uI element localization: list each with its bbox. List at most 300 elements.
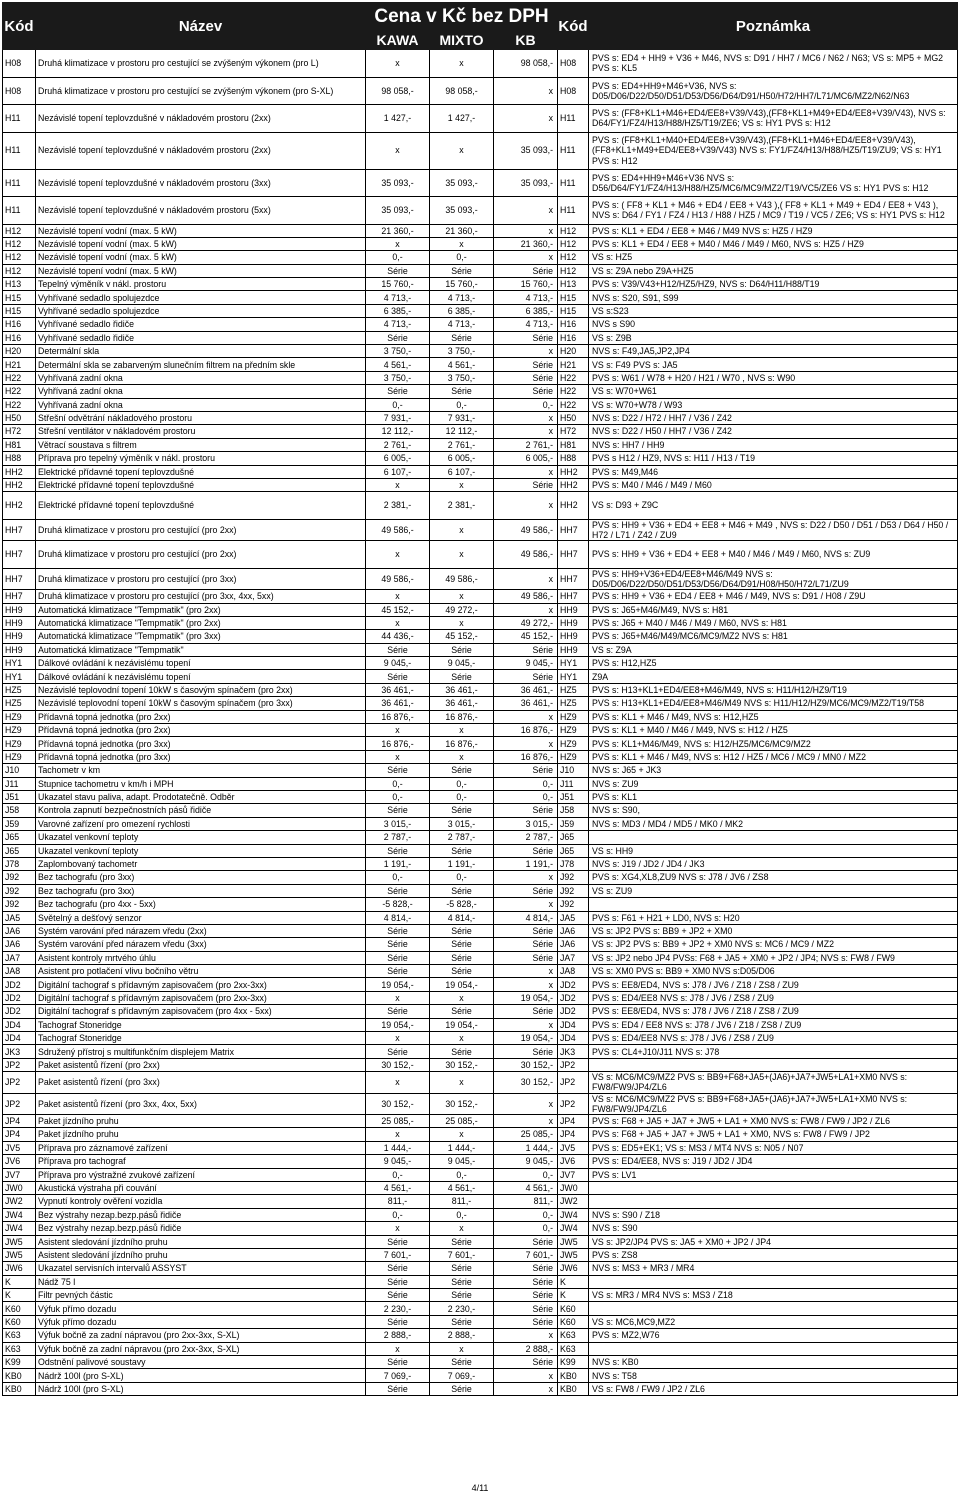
cell-kod: H21 xyxy=(3,358,36,371)
cell-kod-2: J65 xyxy=(558,844,589,857)
cell-nazev: Tachograf Stoneridge xyxy=(36,1032,366,1045)
cell-kawa: 3 750,- xyxy=(366,371,430,384)
cell-kod-2: J59 xyxy=(558,817,589,830)
cell-kod-2: JA7 xyxy=(558,951,589,964)
cell-kod: J10 xyxy=(3,764,36,777)
cell-poznamka: VS s: HH9 xyxy=(589,844,958,857)
page-number: 4/11 xyxy=(471,1483,489,1493)
cell-poznamka: PVS s: ED5+EK1; VS s: MS3 / MT4 NVS s: N05 / N07 xyxy=(589,1141,958,1154)
cell-nazev: Akustická výstraha při couvání xyxy=(36,1181,366,1194)
cell-kod: J92 xyxy=(3,898,36,911)
cell-poznamka: NVS s: D22 / H72 / HH7 / V36 / Z42 xyxy=(589,411,958,424)
cell-kod: H12 xyxy=(3,237,36,250)
cell-poznamka: VS s: JP2 PVS s: BB9 + JP2 + XM0 NVS s: MC6 / MC9 / MZ2 xyxy=(589,938,958,951)
cell-nazev: Střešní ventilátor v nákladovém prostoru xyxy=(36,425,366,438)
cell-poznamka: NVS s: J65 + JK3 xyxy=(589,764,958,777)
cell-poznamka: PVS s: KL1 + ED4 / EE8 + M40 / M46 / M49 / M60, NVS s: HZ5 / HZ9 xyxy=(589,237,958,250)
cell-kod: HH7 xyxy=(3,519,36,540)
cell-kb: Série xyxy=(494,951,558,964)
cell-mixto: -5 828,- xyxy=(430,898,494,911)
cell-kb: 25 085,- xyxy=(494,1128,558,1141)
cell-mixto: Série xyxy=(430,385,494,398)
cell-kb: 6 385,- xyxy=(494,304,558,317)
cell-kod-2: JW4 xyxy=(558,1222,589,1235)
cell-kod: H12 xyxy=(3,251,36,264)
cell-kawa: 0,- xyxy=(366,1208,430,1221)
table-row xyxy=(3,777,958,790)
cell-mixto: 4 713,- xyxy=(430,291,494,304)
cell-kod: JV6 xyxy=(3,1155,36,1168)
table-row xyxy=(3,737,958,750)
cell-kawa: Série xyxy=(366,951,430,964)
table-row xyxy=(3,50,958,78)
cell-kod: J78 xyxy=(3,857,36,870)
cell-kb: 19 054,- xyxy=(494,1032,558,1045)
table-row xyxy=(3,224,958,237)
cell-kod-2: H11 xyxy=(558,169,589,197)
cell-kod-2: H20 xyxy=(558,345,589,358)
cell-kod-2: H11 xyxy=(558,197,589,225)
cell-nazev: Přídavná topná jednotka (pro 3xx) xyxy=(36,737,366,750)
cell-kawa: 3 750,- xyxy=(366,345,430,358)
cell-kb: 9 045,- xyxy=(494,1155,558,1168)
cell-mixto: 1 444,- xyxy=(430,1141,494,1154)
cell-kb: x xyxy=(494,224,558,237)
cell-kod-2: HH2 xyxy=(558,478,589,491)
cell-poznamka: PVS s: HH9 + V36 + ED4 + EE8 + M46 + M49 , NVS s: D22 / D50 / D51 / D53 / D64 / H50 / H72 / L71 / Z42 / ZU9 xyxy=(589,519,958,540)
cell-mixto: 12 112,- xyxy=(430,425,494,438)
header-kb: KB xyxy=(494,31,558,50)
cell-kawa: 0,- xyxy=(366,1168,430,1181)
cell-kod-2: J51 xyxy=(558,790,589,803)
table-row xyxy=(3,237,958,250)
table-row xyxy=(3,804,958,817)
cell-kawa: 0,- xyxy=(366,871,430,884)
cell-poznamka: NVS s: ZU9 xyxy=(589,777,958,790)
cell-kawa: 811,- xyxy=(366,1195,430,1208)
cell-mixto: Série xyxy=(430,331,494,344)
cell-poznamka: PVS s: ED4+HH9+M46+V36 NVS s: D56/D64/FY1/FZ4/H13/H88/HZ5/MC6/MC9/MZ2/T19/VC5/ZE6 VS s: HY1 PVS s: H12 xyxy=(589,169,958,197)
cell-poznamka: PVS s: KL1 + M46 / M49, NVS s: H12 / HZ5 / MC6 / MC9 / MN0 / MZ2 xyxy=(589,750,958,763)
cell-nazev: Vyhřívaná zadní okna xyxy=(36,385,366,398)
table-row xyxy=(3,1045,958,1058)
cell-nazev: Nádrž 100l (pro S-XL) xyxy=(36,1369,366,1382)
cell-kod-2: JV7 xyxy=(558,1168,589,1181)
cell-kod-2: H08 xyxy=(558,77,589,105)
cell-poznamka: VS s: XM0 PVS s: BB9 + XM0 NVS s:D05/D06 xyxy=(589,965,958,978)
cell-kod: HH9 xyxy=(3,603,36,616)
cell-poznamka: VS s: MC6,MC9,MZ2 xyxy=(589,1315,958,1328)
cell-kb: Série xyxy=(494,643,558,656)
table-row xyxy=(3,438,958,451)
cell-kod-2: JA6 xyxy=(558,938,589,951)
cell-nazev: Asistent kontroly mrtvého úhlu xyxy=(36,951,366,964)
cell-nazev: Nezávislé topení teplovzdušné v nákladovém prostoru (5xx) xyxy=(36,197,366,225)
cell-poznamka: PVS s: W61 / W78 + H20 / H21 / W70 , NVS s: W90 xyxy=(589,371,958,384)
cell-kawa: 19 054,- xyxy=(366,978,430,991)
cell-mixto: x xyxy=(430,750,494,763)
table-row xyxy=(3,331,958,344)
cell-kawa: 9 045,- xyxy=(366,1155,430,1168)
header-poznamka: Poznámka xyxy=(589,3,958,50)
cell-kod-2: H22 xyxy=(558,398,589,411)
cell-kawa: 36 461,- xyxy=(366,683,430,696)
table-row xyxy=(3,697,958,710)
cell-mixto: 45 152,- xyxy=(430,630,494,643)
table-row xyxy=(3,345,958,358)
cell-kawa: Série xyxy=(366,1382,430,1395)
table-row xyxy=(3,978,958,991)
cell-kb: x xyxy=(494,737,558,750)
cell-mixto: 6 385,- xyxy=(430,304,494,317)
cell-mixto: 4 814,- xyxy=(430,911,494,924)
cell-kod: H13 xyxy=(3,278,36,291)
cell-kod: HH7 xyxy=(3,541,36,569)
cell-kod: JP4 xyxy=(3,1128,36,1141)
cell-kawa: x xyxy=(366,1072,430,1093)
table-row xyxy=(3,911,958,924)
cell-nazev: Paket asistentů řízení (pro 3xx) xyxy=(36,1072,366,1093)
cell-kod-2: H12 xyxy=(558,237,589,250)
cell-nazev: Vyhřívaná zadní okna xyxy=(36,398,366,411)
cell-mixto: Série xyxy=(430,844,494,857)
cell-mixto: 36 461,- xyxy=(430,683,494,696)
cell-kawa: Série xyxy=(366,1315,430,1328)
cell-nazev: Nezávislé topení vodní (max. 5 kW) xyxy=(36,251,366,264)
cell-kb: x xyxy=(494,978,558,991)
cell-mixto: 16 876,- xyxy=(430,737,494,750)
table-row xyxy=(3,991,958,1004)
cell-nazev: Příprava pro výstražné zvukové zařízení xyxy=(36,1168,366,1181)
cell-kod: HZ9 xyxy=(3,737,36,750)
cell-kb: 98 058,- xyxy=(494,50,558,78)
cell-kod-2: HZ5 xyxy=(558,683,589,696)
cell-kod-2: J92 xyxy=(558,884,589,897)
cell-kod-2: JV5 xyxy=(558,1141,589,1154)
cell-kb: 0,- xyxy=(494,398,558,411)
cell-kod-2: HZ9 xyxy=(558,724,589,737)
cell-mixto: 35 093,- xyxy=(430,169,494,197)
cell-poznamka: PVS s: J65 + M40 / M46 / M49 / M60, NVS s: H81 xyxy=(589,616,958,629)
cell-kod-2: JK3 xyxy=(558,1045,589,1058)
cell-kod: JP2 xyxy=(3,1058,36,1071)
cell-nazev: Asistent sledování jízdního pruhu xyxy=(36,1248,366,1261)
cell-kawa: 0,- xyxy=(366,777,430,790)
cell-kb: 21 360,- xyxy=(494,237,558,250)
cell-nazev: Tachometr v km xyxy=(36,764,366,777)
cell-kod-2: HH7 xyxy=(558,519,589,540)
cell-kawa: Série xyxy=(366,264,430,277)
cell-poznamka: PVS s: ZS8 xyxy=(589,1248,958,1261)
cell-kawa: 44 436,- xyxy=(366,630,430,643)
cell-kb: x xyxy=(494,1382,558,1395)
table-row xyxy=(3,1128,958,1141)
cell-mixto: Série xyxy=(430,1356,494,1369)
cell-mixto: Série xyxy=(430,884,494,897)
cell-kod-2: JP4 xyxy=(558,1115,589,1128)
table-row xyxy=(3,590,958,603)
cell-kod: J65 xyxy=(3,844,36,857)
cell-kod: JD4 xyxy=(3,1032,36,1045)
cell-nazev: Nezávislé topení teplovzdušné v nákladovém prostoru (3xx) xyxy=(36,169,366,197)
cell-poznamka: VS s: HZ5 xyxy=(589,251,958,264)
cell-kb: Série xyxy=(494,385,558,398)
cell-mixto: Série xyxy=(430,938,494,951)
cell-kod-2: HH2 xyxy=(558,492,589,520)
cell-kod-2: H15 xyxy=(558,291,589,304)
cell-kb: x xyxy=(494,105,558,133)
cell-kod: J59 xyxy=(3,817,36,830)
cell-poznamka: PVS s: J65+M46/M49/MC6/MC9/MZ2 NVS s: H81 xyxy=(589,630,958,643)
cell-mixto: 3 750,- xyxy=(430,371,494,384)
cell-kawa: Série xyxy=(366,331,430,344)
cell-kod: H11 xyxy=(3,105,36,133)
cell-kod-2: JW5 xyxy=(558,1235,589,1248)
cell-kod-2: JP2 xyxy=(558,1058,589,1071)
cell-kod: H72 xyxy=(3,425,36,438)
cell-mixto: x xyxy=(430,1128,494,1141)
cell-kb: 36 461,- xyxy=(494,683,558,696)
cell-kod-2: HZ9 xyxy=(558,737,589,750)
cell-poznamka: VS s: JP2/JP4 PVS s: JA5 + XM0 + JP2 / JP4 xyxy=(589,1235,958,1248)
cell-kod-2: JW0 xyxy=(558,1181,589,1194)
cell-mixto: 6 107,- xyxy=(430,465,494,478)
table-row xyxy=(3,683,958,696)
cell-mixto: Série xyxy=(430,643,494,656)
cell-nazev: Druhá klimatizace v prostoru pro cestující (pro 3xx) xyxy=(36,568,366,589)
cell-kawa: x xyxy=(366,1342,430,1355)
cell-nazev: Automatická klimatizace "Tempmatik" (pro 3xx) xyxy=(36,630,366,643)
cell-kod: HH9 xyxy=(3,616,36,629)
table-row xyxy=(3,425,958,438)
cell-kb: 16 876,- xyxy=(494,750,558,763)
cell-mixto: 49 272,- xyxy=(430,603,494,616)
cell-kawa: 4 561,- xyxy=(366,1181,430,1194)
cell-kod-2: H22 xyxy=(558,385,589,398)
cell-mixto: 4 561,- xyxy=(430,358,494,371)
cell-kawa: 2 230,- xyxy=(366,1302,430,1315)
cell-nazev: Nezávislé teplovodní topení 10kW s časovým spínačem (pro 2xx) xyxy=(36,683,366,696)
cell-kod: H88 xyxy=(3,452,36,465)
cell-poznamka: VS s: MR3 / MR4 NVS s: MS3 / Z18 xyxy=(589,1289,958,1302)
table-row xyxy=(3,670,958,683)
cell-mixto: Série xyxy=(430,1235,494,1248)
cell-kod: JW0 xyxy=(3,1181,36,1194)
table-row xyxy=(3,750,958,763)
table-row xyxy=(3,197,958,225)
cell-kawa: 6 385,- xyxy=(366,304,430,317)
cell-kb: 9 045,- xyxy=(494,657,558,670)
cell-kawa: 3 015,- xyxy=(366,817,430,830)
cell-kod: H11 xyxy=(3,197,36,225)
cell-kawa: 1 427,- xyxy=(366,105,430,133)
cell-kb: x xyxy=(494,197,558,225)
cell-kb: Série xyxy=(494,804,558,817)
cell-kod: J51 xyxy=(3,790,36,803)
table-row xyxy=(3,790,958,803)
table-row xyxy=(3,1262,958,1275)
cell-kb: 4 561,- xyxy=(494,1181,558,1194)
cell-kawa: Série xyxy=(366,1356,430,1369)
cell-mixto: x xyxy=(430,519,494,540)
cell-kod: HZ5 xyxy=(3,683,36,696)
cell-kb: x xyxy=(494,568,558,589)
cell-poznamka: VS s: MC6/MC9/MZ2 PVS s: BB9+F68+JA5+(JA6)+JA7+JW5+LA1+XM0 NVS s: FW8/FW9/JP4/ZL6 xyxy=(589,1072,958,1093)
cell-kawa: x xyxy=(366,590,430,603)
cell-mixto: x xyxy=(430,1072,494,1093)
table-row xyxy=(3,492,958,520)
cell-kod: H22 xyxy=(3,398,36,411)
cell-nazev: Tepelný výměník v nákl. prostoru xyxy=(36,278,366,291)
cell-mixto: 19 054,- xyxy=(430,1018,494,1031)
cell-kawa: Série xyxy=(366,385,430,398)
cell-nazev: Ukazatel venkovní teploty xyxy=(36,844,366,857)
table-row xyxy=(3,1302,958,1315)
cell-nazev: Příprava pro záznamové zařízení xyxy=(36,1141,366,1154)
cell-kod: HZ9 xyxy=(3,750,36,763)
table-row xyxy=(3,278,958,291)
cell-kod-2: JP4 xyxy=(558,1128,589,1141)
cell-mixto: x xyxy=(430,724,494,737)
cell-mixto: 15 760,- xyxy=(430,278,494,291)
cell-kod-2: JW4 xyxy=(558,1208,589,1221)
cell-mixto: Série xyxy=(430,1262,494,1275)
cell-kb: Série xyxy=(494,1045,558,1058)
cell-kb: 49 272,- xyxy=(494,616,558,629)
cell-kod-2: J78 xyxy=(558,857,589,870)
table-row xyxy=(3,318,958,331)
cell-mixto: 2 381,- xyxy=(430,492,494,520)
table-row xyxy=(3,1115,958,1128)
cell-kod-2: JA6 xyxy=(558,924,589,937)
cell-kawa: 25 085,- xyxy=(366,1115,430,1128)
cell-nazev: Přídavná topná jednotka (pro 2xx) xyxy=(36,710,366,723)
cell-kod-2: JV6 xyxy=(558,1155,589,1168)
cell-kawa: 6 107,- xyxy=(366,465,430,478)
cell-mixto: Série xyxy=(430,965,494,978)
cell-nazev: Ukazatel servisních intervalů ASSYST xyxy=(36,1262,366,1275)
cell-kod: H20 xyxy=(3,345,36,358)
cell-kawa: x xyxy=(366,541,430,569)
cell-kod: H12 xyxy=(3,224,36,237)
table-row xyxy=(3,1141,958,1154)
table-row xyxy=(3,105,958,133)
cell-mixto: Série xyxy=(430,670,494,683)
table-row xyxy=(3,938,958,951)
cell-kod-2: JW5 xyxy=(558,1248,589,1261)
cell-kb: x xyxy=(494,411,558,424)
cell-mixto: x xyxy=(430,541,494,569)
table-row xyxy=(3,1195,958,1208)
table-row xyxy=(3,465,958,478)
cell-kb: Série xyxy=(494,358,558,371)
table-row xyxy=(3,1329,958,1342)
cell-kb: x xyxy=(494,871,558,884)
cell-mixto: 7 601,- xyxy=(430,1248,494,1261)
cell-poznamka: PVS s: ( FF8 + KL1 + M46 + ED4 / EE8 + V43 ),( FF8 + KL1 + M49 + ED4 / EE8 + V43 ), NVS s: D64 / FY1 / FZ4 / H13 / H88 / HZ5 / MC9 / T19 / VC5 / ZE6; VS s: HY1 PVS s: H12 xyxy=(589,197,958,225)
cell-kawa: 9 045,- xyxy=(366,657,430,670)
cell-nazev: Dálkové ovládání k nezávislému topení xyxy=(36,657,366,670)
cell-kawa: 4 713,- xyxy=(366,291,430,304)
cell-nazev: Automatická klimatizace "Tempmatik" (pro 2xx) xyxy=(36,603,366,616)
cell-kod-2: HH7 xyxy=(558,541,589,569)
cell-poznamka: Z9A xyxy=(589,670,958,683)
cell-kb: Série xyxy=(494,924,558,937)
cell-nazev: Sdružený přístroj s multifunkčním displejem Matrix xyxy=(36,1045,366,1058)
table-row xyxy=(3,251,958,264)
cell-mixto: Série xyxy=(430,1045,494,1058)
cell-kawa: 4 713,- xyxy=(366,318,430,331)
cell-kawa: Série xyxy=(366,804,430,817)
cell-poznamka xyxy=(589,1058,958,1071)
cell-mixto: 6 005,- xyxy=(430,452,494,465)
cell-poznamka: PVS s: LV1 xyxy=(589,1168,958,1181)
cell-poznamka: PVS s: XG4,XL8,ZU9 NVS s: J78 / JV6 / ZS8 xyxy=(589,871,958,884)
cell-poznamka: PVS s H12 / HZ9, NVS s: H11 / H13 / T19 xyxy=(589,452,958,465)
cell-kawa: 4 814,- xyxy=(366,911,430,924)
cell-kod-2: K xyxy=(558,1289,589,1302)
cell-kod: JD2 xyxy=(3,991,36,1004)
cell-poznamka: PVS s: KL1 xyxy=(589,790,958,803)
cell-kod: K xyxy=(3,1275,36,1288)
cell-mixto: x xyxy=(430,1032,494,1045)
cell-kod-2: JD2 xyxy=(558,991,589,1004)
cell-nazev: Digitální tachograf s přídavným zapisovačem (pro 4xx - 5xx) xyxy=(36,1005,366,1018)
cell-kb: x xyxy=(494,425,558,438)
cell-mixto: x xyxy=(430,1222,494,1235)
cell-kb: 4 814,- xyxy=(494,911,558,924)
cell-poznamka: NVS s: J19 / JD2 / JD4 / JK3 xyxy=(589,857,958,870)
cell-mixto: 3 750,- xyxy=(430,345,494,358)
cell-mixto: x xyxy=(430,590,494,603)
cell-kawa: 45 152,- xyxy=(366,603,430,616)
cell-nazev: Nezávislé teplovodní topení 10kW s časovým spínačem (pro 3xx) xyxy=(36,697,366,710)
cell-nazev: Dálkové ovládání k nezávislému topení xyxy=(36,670,366,683)
cell-kb: x xyxy=(494,345,558,358)
cell-kawa: Série xyxy=(366,1262,430,1275)
cell-kod: K63 xyxy=(3,1329,36,1342)
table-row xyxy=(3,710,958,723)
cell-kod: H15 xyxy=(3,304,36,317)
cell-kod: HH2 xyxy=(3,492,36,520)
cell-kod-2: HZ5 xyxy=(558,697,589,710)
cell-poznamka: PVS s: F61 + H21 + LD0, NVS s: H20 xyxy=(589,911,958,924)
cell-poznamka: VS s: W70+W61 xyxy=(589,385,958,398)
cell-nazev: Paket jízdního pruhu xyxy=(36,1128,366,1141)
table-row xyxy=(3,764,958,777)
cell-kod-2: J58 xyxy=(558,804,589,817)
cell-nazev: Druhá klimatizace v prostoru pro cestující se zvýšeným výkonem (pro S-XL) xyxy=(36,77,366,105)
cell-kod-2: J65 xyxy=(558,831,589,844)
cell-poznamka: PVS s: F68 + JA5 + JA7 + JW5 + LA1 + XM0, NVS s: FW8 / FW9 / JP2 xyxy=(589,1128,958,1141)
cell-kod: K xyxy=(3,1289,36,1302)
cell-kod-2: HH9 xyxy=(558,630,589,643)
cell-kawa: 1 444,- xyxy=(366,1141,430,1154)
table-row xyxy=(3,304,958,317)
cell-kb: 0,- xyxy=(494,1222,558,1235)
cell-kod: J58 xyxy=(3,804,36,817)
cell-poznamka: VS s:S23 xyxy=(589,304,958,317)
cell-mixto: 2 888,- xyxy=(430,1329,494,1342)
cell-mixto: x xyxy=(430,132,494,169)
cell-kb: x xyxy=(494,1369,558,1382)
cell-mixto: 19 054,- xyxy=(430,978,494,991)
cell-kod: H16 xyxy=(3,318,36,331)
cell-nazev: Odstnění palivové soustavy xyxy=(36,1356,366,1369)
cell-kod-2: HZ9 xyxy=(558,710,589,723)
cell-kod: J92 xyxy=(3,884,36,897)
cell-kawa: x xyxy=(366,50,430,78)
